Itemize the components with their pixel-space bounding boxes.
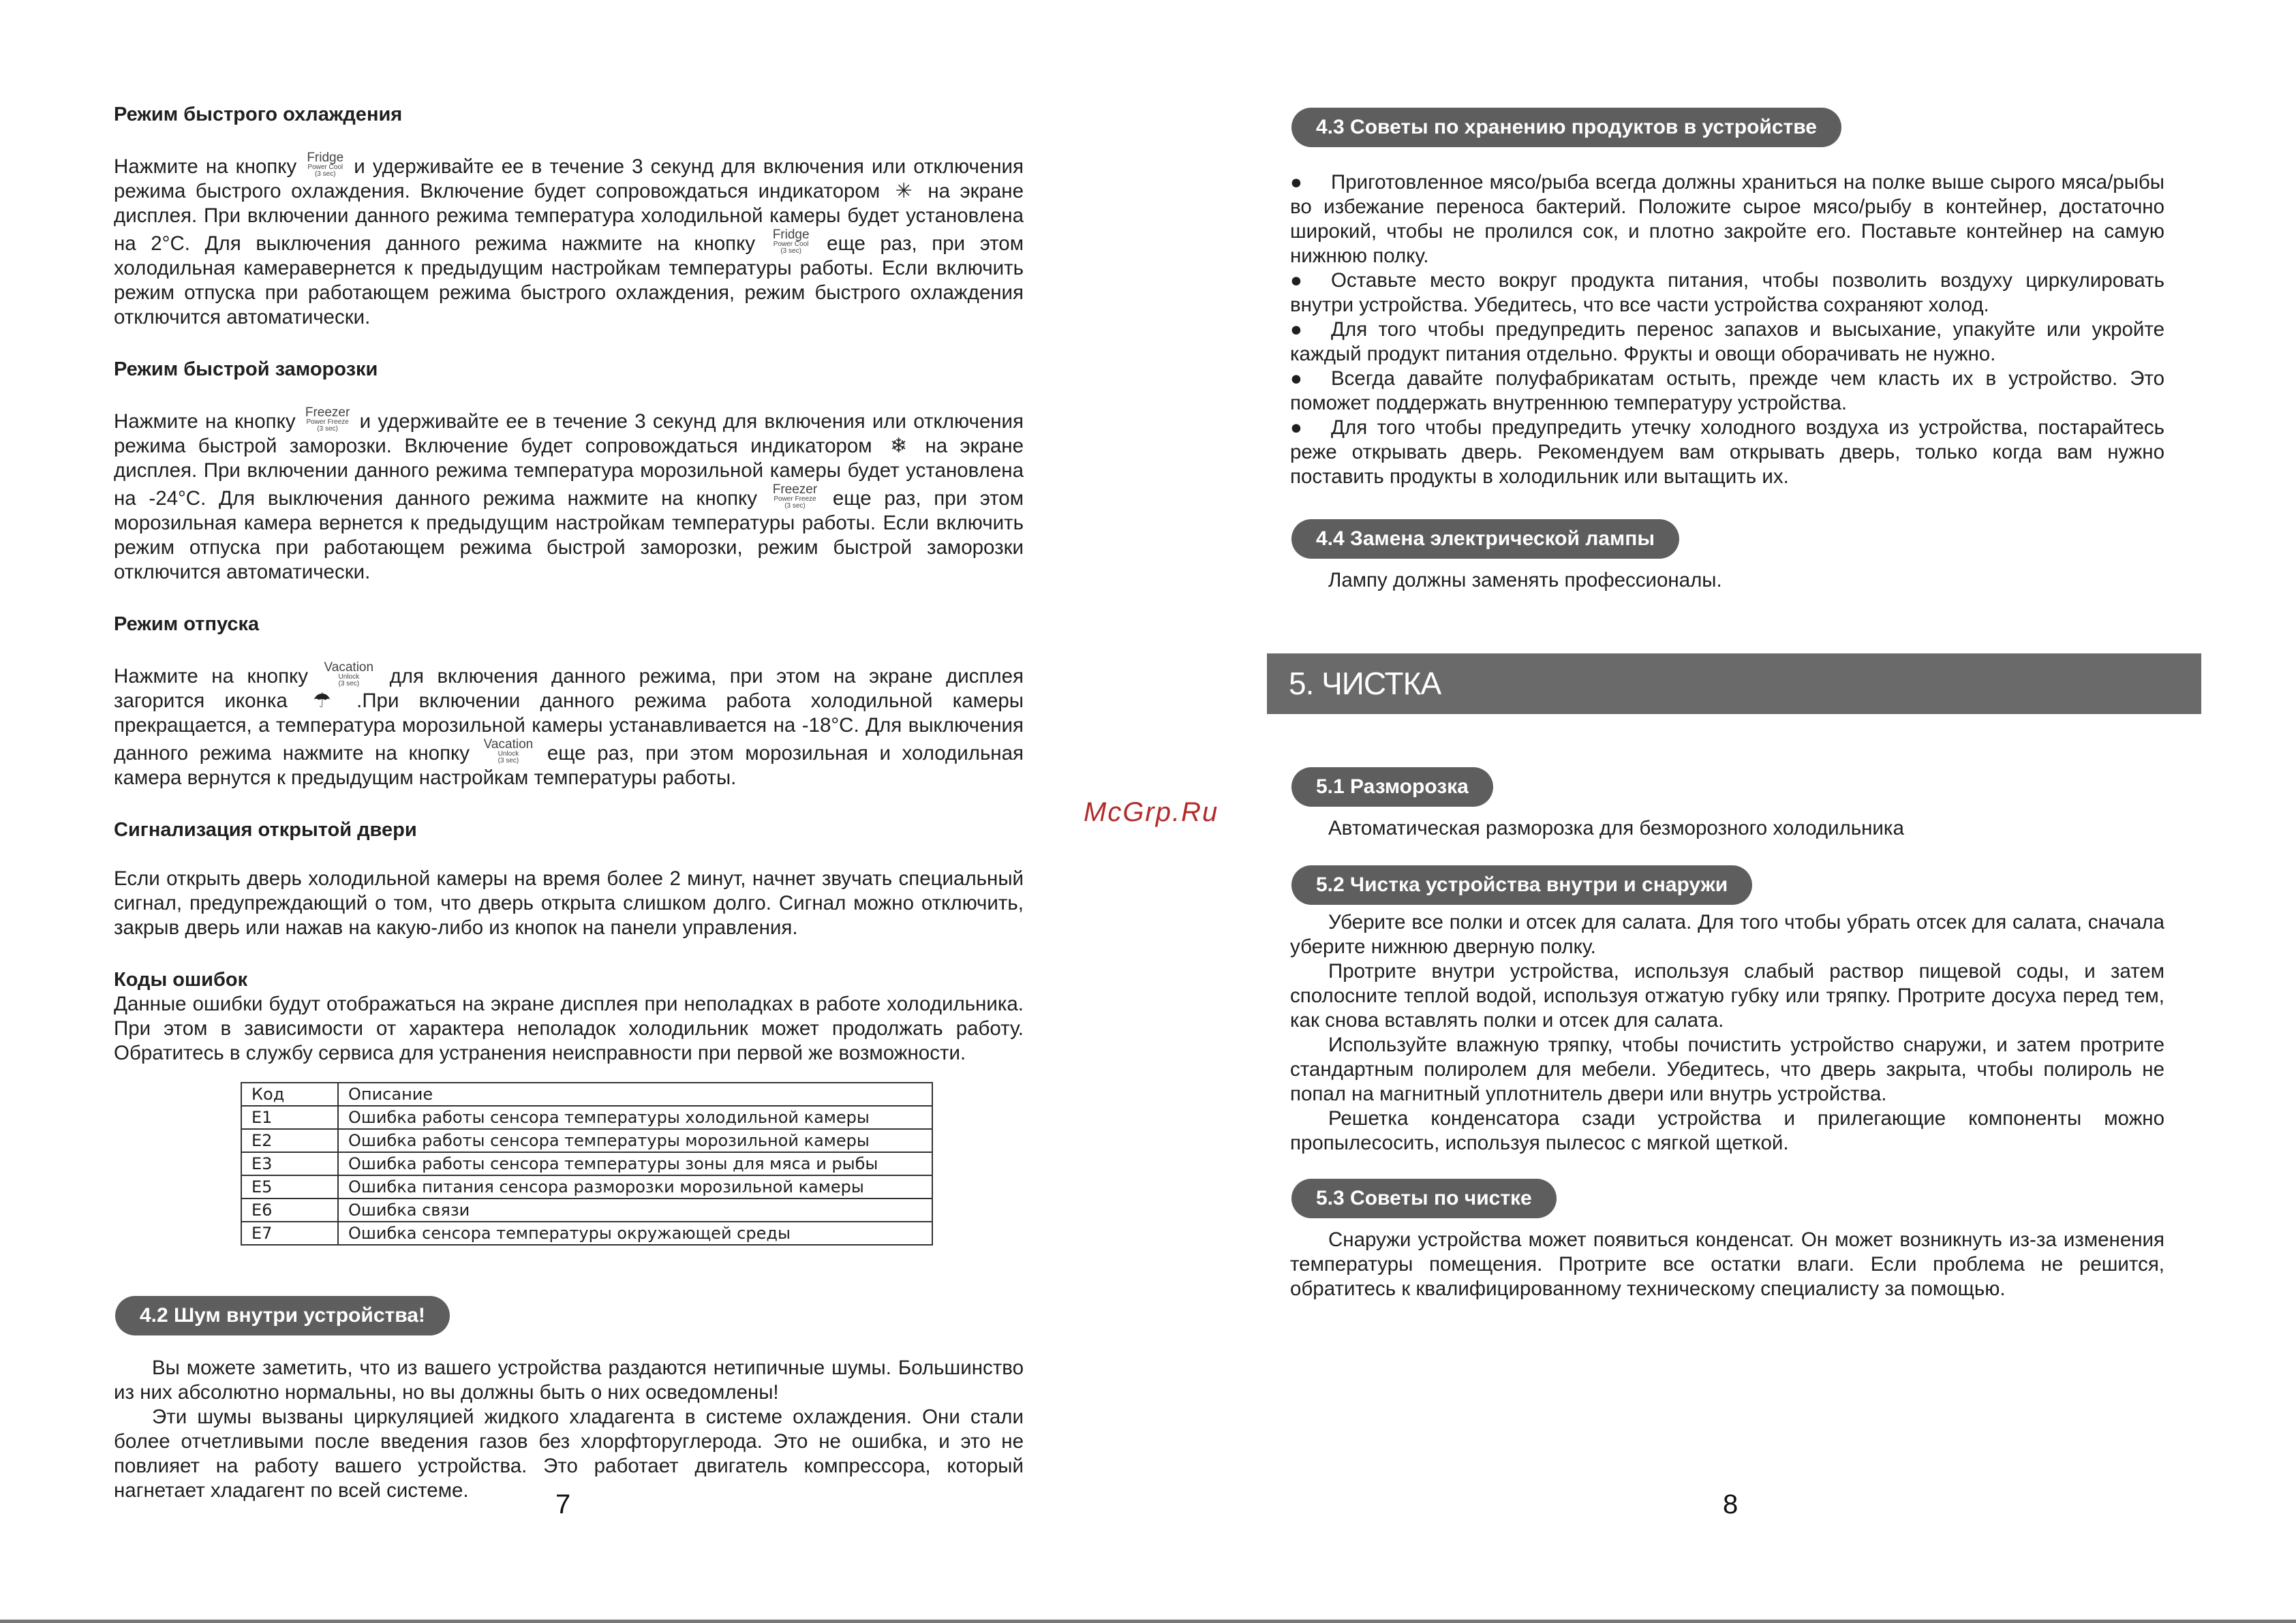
freezer-button-time: (3 sec) [317,425,338,433]
lamp-section-pill: 4.4 Замена электрической лампы [1291,519,1679,559]
rapid-cool-text [114,151,1024,330]
storage-bullet-text: Для того чтобы предупредить утечку холодного воздуха из устройства, постарайтесь реже открывать дверь. Рекомендуем вам открывать дверь, только когда вам нужно поставить продукты в холодильник или вытащить их. [1290,416,2164,488]
table-cell-description: Ошибка работы сенсора температуры холодильной камеры [338,1106,932,1129]
vacation-heading: Режим отпуска [114,613,260,635]
vacation-button-label-2 [484,738,534,764]
defrost-text: Автоматическая разморозка для безморозного холодильника [1328,817,1904,839]
table-row [241,1106,932,1129]
watermark-text: McGrp.Ru [1084,797,1219,827]
fridge-button-sub: Power Cool [307,164,343,171]
freezer-button-label-2 [773,483,817,510]
page-number-right: 8 [1723,1489,1739,1519]
right-column-top [1290,108,2164,593]
left-column [114,102,1024,1503]
fridge-button-time-2: (3 sec) [780,247,801,255]
right-column-bottom [1290,767,2164,1301]
freezer-button-time-2: (3 sec) [784,502,806,510]
freezer-button-sub-2: Power Freeze [774,495,816,503]
vacation-text-3: .При включении данного режима работа холодильной камеры прекращается, а температура морозильной камеры устанавливается на -18°C. Для выключения данного режима нажмите на кнопку [114,690,1024,764]
storage-bullet [1290,416,2164,489]
bottom-divider [0,1620,2296,1623]
error-codes-text: Данные ошибки будут отображаться на экране дисплея при неполадках в работе холодильника. При этом в зависимости от характера неполадок холодильник может продолжать работу. Обратитесь в службу сервиса для устранения неисправности при первой же возможности. [114,993,1024,1064]
right-page [1148,0,2296,1623]
cleaning-section-pill: 5.2 Чистка устройства внутри и снаружи [1291,865,1752,905]
storage-bullet-text: Оставьте место вокруг продукта питания, чтобы позволить воздуху циркулировать внутри устройства. Убедитесь, что все части устройства сохраняют холод. [1290,269,2164,316]
tips-text: Снаружи устройства может появиться конденсат. Он может возникнуть из-за изменения температуры помещения. Протрите все остатки влаги. Если проблема не решится, обратитесь к квалифицированному техническому специалисту за помощью. [1290,1228,2164,1300]
cleaning-paragraph-1: Уберите все полки и отсек для салата. Для того чтобы убрать отсек для салата, сначала уберите нижнюю дверную полку. [1290,911,2164,958]
table-row [241,1175,932,1199]
bullet-dot-icon: ● [1290,171,1302,194]
table-cell-code: E7 [241,1222,338,1245]
vacation-button-title: Vacation [324,660,374,675]
error-codes-heading: Коды ошибок [114,969,248,991]
vacation-icon: ☂ [313,690,331,712]
table-row [241,1152,932,1175]
table-cell-code: E3 [241,1152,338,1175]
rapid-cool-text-2: и удерживайте ее в течение 3 секунд для включения или отключения режима быстрого охлаждения. Включение будет сопровождаться индикатором [114,155,1024,202]
freezer-button-label [305,406,350,433]
rapid-cool-text-1: Нажмите на кнопку [114,155,297,178]
table-row [241,1129,932,1152]
vacation-button-sub: Unlock [338,673,360,681]
noise-paragraph-1: Вы можете заметить, что из вашего устройства раздаются нетипичные шумы. Большинство из них абсолютно нормальны, но вы должны быть о них осведомлены! [114,1357,1024,1404]
section-5-banner: 5. ЧИСТКА [1267,653,2201,714]
cleaning-paragraph-3: Используйте влажную тряпку, чтобы почистить устройство снаружи, и затем протрите стандартным полиролем для мебели. Убедитесь, что дверь закрыта, чтобы полироль не попал на магнитный уплотнитель двери или внутрь устройства. [1290,1034,2164,1105]
table-cell-code: E2 [241,1129,338,1152]
rapid-freeze-text-4: еще раз, при этом морозильная камера вернется к предыдущим настройкам температуры работы. Если включить режим отпуска при работающем режима быстрой заморозки, режим быстрой заморозки отключится автоматически. [114,487,1024,583]
bullet-dot-icon: ● [1290,318,1302,341]
fridge-button-label [307,151,343,178]
rapid-freeze-text [114,406,1024,585]
table-row [241,1222,932,1245]
snowflake-thin-icon: ✳ [895,180,913,202]
cleaning-paragraph-4: Решетка конденсатора сзади устройства и прилегающие компоненты можно пропылесосить, используя пылесос с мягкой щеткой. [1290,1107,2164,1154]
storage-bullet [1290,170,2164,268]
storage-bullet-text: Приготовленное мясо/рыба всегда должны храниться на полке выше сырого мяса/рыбы во избежание переноса бактерий. Положите сырое мясо/рыбу в контейнер, достаточно широкий, чтобы не пролился сок, и плотно закройте его. Поставьте контейнер на самую нижнюю полку. [1290,171,2164,267]
table-header-code: Код [241,1083,338,1106]
cleaning-paragraph-2: Протрите внутри устройства, используя слабый раствор пищевой соды, и затем сполосните теплой водой, используя отжатую губку или тряпку. Протрите досуха перед тем, как снова вставлять полки и отсек для салата. [1290,960,2164,1032]
rapid-cool-heading: Режим быстрого охлаждения [114,104,403,125]
table-header-description: Описание [338,1083,932,1106]
vacation-text-4: еще раз, при этом морозильная и холодильная камера вернутся к предыдущим настройкам температуры работы. [114,742,1024,789]
rapid-freeze-heading: Режим быстрой заморозки [114,358,378,380]
fridge-button-sub-2: Power Cool [773,241,809,248]
door-alarm-text: Если открыть дверь холодильной камеры на время более 2 минут, начнет звучать специальный сигнал, предупреждающий о том, что дверь открыта слишком долго. Сигнал можно отключить, закрыв дверь или нажав на какую-либо из кнопок на панели управления. [114,867,1024,939]
table-cell-code: E6 [241,1199,338,1222]
lamp-text: Лампу должны заменять профессионалы. [1328,569,1722,591]
vacation-text-1: Нажмите на кнопку [114,665,309,687]
table-cell-code: E5 [241,1175,338,1199]
table-cell-description: Ошибка работы сенсора температуры морозильной камеры [338,1129,932,1152]
table-cell-description: Ошибка питания сенсора разморозки морозильной камеры [338,1175,932,1199]
bullet-dot-icon: ● [1290,269,1302,292]
noise-paragraph-2: Эти шумы вызваны циркуляцией жидкого хладагента в системе охлаждения. Они стали более отчетливыми после введения газов без хлорфторуглерода. Это не ошибка, и это не повлияет на работу вашего устройства. Это работает двигатель компрессора, который нагнетает хладагент по всей системе. [114,1406,1024,1502]
table-cell-description: Ошибка сенсора температуры окружающей среды [338,1222,932,1245]
error-codes-table [241,1082,933,1246]
fridge-button-title: Fridge [307,151,344,165]
noise-section-pill: 4.2 Шум внутри устройства! [115,1296,450,1335]
door-alarm-heading: Сигнализация открытой двери [114,819,417,841]
storage-bullet-text: Для того чтобы предупредить перенос запахов и высыхание, упакуйте или укройте каждый продукт питания отдельно. Фрукты и овощи оборачивать не нужно. [1290,318,2164,365]
storage-bullet [1290,318,2164,367]
vacation-button-sub-2: Unlock [498,750,519,758]
tips-section-pill: 5.3 Советы по чистке [1291,1179,1557,1218]
storage-bullet [1290,268,2164,318]
page-number-left: 7 [555,1489,571,1519]
vacation-button-title-2: Vacation [483,737,534,752]
rapid-cool-text-4: еще раз, при этом холодильная камеравернется к предыдущим настройкам температуры работы. Если включить режим отпуска при работающем режима быстрого охлаждения, режим быстрого охлаждения отключится автоматически. [114,232,1024,328]
table-header-row [241,1083,932,1106]
freezer-button-sub: Power Freeze [306,418,349,426]
vacation-button-time-2: (3 sec) [498,757,519,764]
vacation-button-time: (3 sec) [338,680,360,687]
snowflake-bold-icon: ❄ [889,435,908,457]
fridge-button-title-2: Fridge [772,228,810,242]
storage-bullet [1290,367,2164,416]
table-cell-description: Ошибка связи [338,1199,932,1222]
rapid-freeze-text-1: Нажмите на кнопку [114,410,296,433]
storage-section-pill: 4.3 Советы по хранению продуктов в устройстве [1291,108,1841,147]
rapid-freeze-text-2: и удерживайте ее в течение 3 секунд для включения или отключения режима быстрой заморозки. Включение будет сопровождаться индикатором [114,410,1024,457]
vacation-text-2: для включения данного режима, при этом на экране дисплея загорится иконка [114,665,1024,712]
defrost-section-pill: 5.1 Разморозка [1291,767,1493,807]
fridge-button-label-2 [773,228,810,255]
vacation-text [114,661,1024,790]
freezer-button-title-2: Freezer [772,482,818,497]
rapid-freeze-text-3: на экране дисплея. При включении данного режима температура морозильной камеры будет установлена на -24°C. Для выключения данного режима нажмите на кнопку [114,435,1024,510]
table-row [241,1199,932,1222]
bullet-dot-icon: ● [1290,367,1302,390]
table-cell-code: E1 [241,1106,338,1129]
storage-bullet-text: Всегда давайте полуфабрикатам остыть, прежде чем класть их в устройство. Это поможет поддержать внутреннюю температуру устройства. [1290,367,2164,414]
bullet-dot-icon: ● [1290,416,1302,439]
freezer-button-title: Freezer [305,405,350,420]
fridge-button-time: (3 sec) [314,170,336,178]
table-cell-description: Ошибка работы сенсора температуры зоны для мяса и рыбы [338,1152,932,1175]
vacation-button-label [324,661,374,687]
rapid-cool-text-3: на экране дисплея. При включении данного режима температура холодильной камеры будет установлена на 2°C. Для выключения данного режима нажмите на кнопку [114,180,1024,255]
